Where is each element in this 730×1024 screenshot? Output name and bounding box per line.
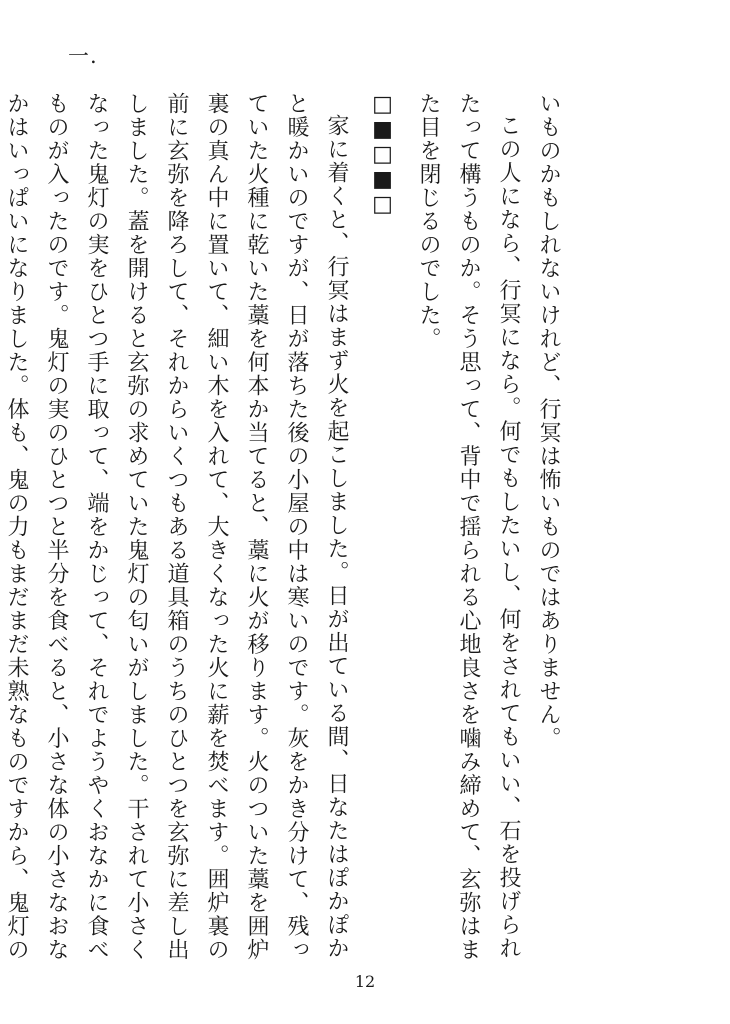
paragraph-2: この人になら、行冥になら。何でもしたいし、何をされてもいい、石を投げられたって構うものか。そう思って、背中で揺られる心地良さを噛み締めて、玄弥はまた目を閉じるのでした。: [416, 92, 521, 962]
section-break-mark: □■□■□: [370, 92, 395, 217]
paragraph-1: いものかもしれないけれど、行冥は怖いものではありません。: [536, 92, 561, 750]
body-text: [0, 92, 568, 972]
page-number: 12: [354, 972, 376, 991]
paragraph-3: 家に着くと、行冥はまず火を起こしました。日が出ている間、日なたはぽかぽかと暖かいのですが、日が落ちた後の小屋の中は寒いのです。灰をかき分けて、残っていた火種に乾いた藁を何本か当てると、藁に火が移ります。火のついた藁を囲炉裏の真ん中に置いて、細い木を入れて、大きくなった火に薪を焚べます。囲炉裏の前に玄弥を降ろして、それからいくつもある道具箱のうちのひとつを玄弥に差し出しました。蓋を開けると玄弥の求めていた鬼灯の匂いがしました。干されて小さくなった鬼灯の実をひとつ手に取って、端をかじって、それでようやくおなかに食べものが入ったのです。鬼灯の実のひとつと半分を食べると、小さな体の小さなおなかはいっぱいになりました。体も、鬼の力もまだまだ未熟なものですから、鬼灯の: [4, 92, 349, 962]
running-head: 一.: [68, 44, 98, 68]
